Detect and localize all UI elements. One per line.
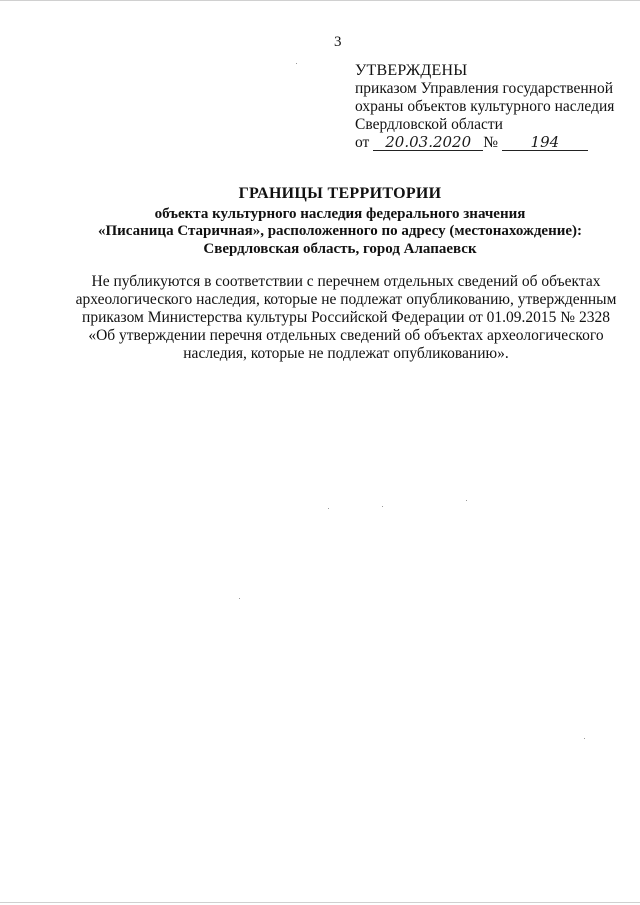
body-line: Не публикуются в соответствии с перечнем отдельных сведений об объектах bbox=[91, 273, 601, 290]
document-subtitle-line: Свердловская область, город Алапаевск bbox=[203, 240, 477, 257]
scan-bottom-edge bbox=[0, 902, 640, 903]
body-line: наследия, которые не подлежат опубликованию». bbox=[183, 345, 509, 362]
date-prefix: от bbox=[355, 134, 370, 151]
approval-line: приказом Управления государственной bbox=[355, 80, 614, 97]
body-paragraph bbox=[66, 273, 626, 363]
approval-line: Свердловской области bbox=[355, 116, 503, 133]
scan-top-edge bbox=[0, 0, 640, 1]
scan-speck bbox=[466, 500, 467, 501]
body-line: приказом Министерства культуры Российской Федерации от 01.09.2015 № 2328 bbox=[82, 309, 610, 326]
approval-heading: УТВЕРЖДЕНЫ bbox=[355, 62, 468, 79]
document-title: ГРАНИЦЫ ТЕРРИТОРИИ bbox=[238, 185, 442, 202]
handwritten-number: 194 bbox=[502, 134, 588, 151]
approval-stamp-block bbox=[355, 62, 635, 152]
body-line: «Об утверждении перечня отдельных сведений об объектах археологического bbox=[88, 327, 604, 344]
scan-speck bbox=[328, 508, 329, 509]
approval-date-number-row bbox=[355, 134, 635, 152]
scan-speck bbox=[296, 63, 297, 64]
scan-speck bbox=[584, 738, 585, 739]
handwritten-date: 20.03.2020 bbox=[373, 134, 483, 151]
document-subtitle-line: объекта культурного наследия федерального значения bbox=[154, 205, 526, 222]
scan-speck bbox=[239, 598, 240, 599]
document-title-block bbox=[40, 185, 640, 258]
page-number: 3 bbox=[334, 34, 342, 50]
document-subtitle-line: «Писаница Старичная», расположенного по адресу (местонахождение): bbox=[97, 223, 583, 239]
body-line: археологического наследия, которые не подлежат опубликованию, утвержденным bbox=[75, 291, 617, 308]
scan-speck bbox=[382, 506, 383, 507]
number-prefix: № bbox=[483, 134, 498, 151]
approval-line: охраны объектов культурного наследия bbox=[355, 98, 615, 115]
